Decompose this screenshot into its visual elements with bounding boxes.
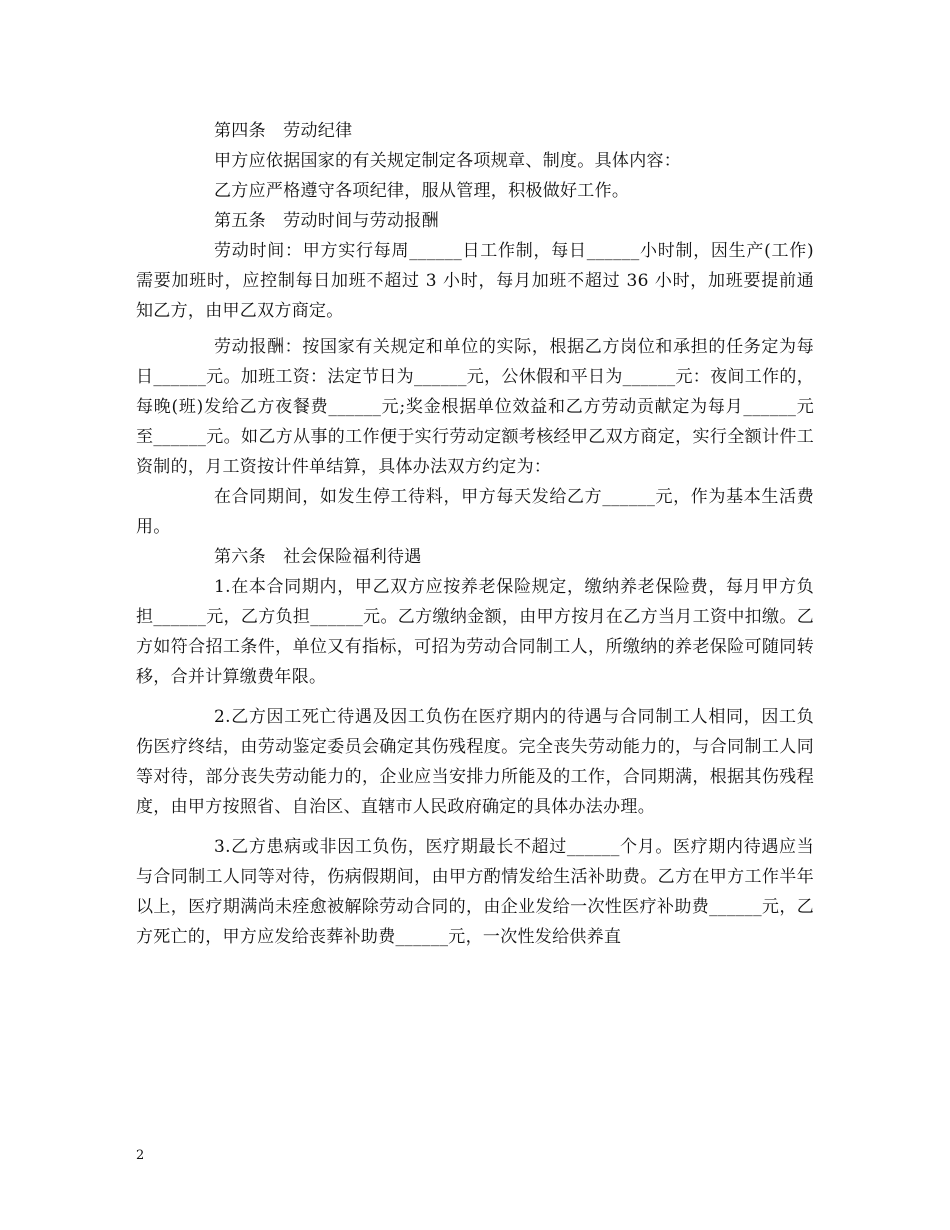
article-4-paragraph-2: 乙方应严格遵守各项纪律，服从管理，积极做好工作。 [214, 181, 630, 201]
article-6-paragraph-2: 2.乙方因工死亡待遇及因工负伤在医疗期内的待遇与合同制工人相同，因工负伤医疗终结，由劳动鉴定委员会确定其伤残程度。完全丧失劳动能力的，与合同制工人同等对待，部分丧失劳动能力的，企业应当安排力所能及的工作，合同期满，根据其伤残程度，由甲方按照省、自治区、直辖市人民政府确定的具体办法办理。 [136, 707, 814, 817]
article-5-paragraph-2: 劳动报酬：按国家有关规定和单位的实际，根据乙方岗位和承担的任务定为每日______元。加班工资：法定节日为______元，公休假和平日为______元：夜间工作的，每晚(班)发给乙方夜餐费______元;奖金根据单位效益和乙方劳动贡献定为每月______元至______元。如乙方从事的工作便于实行劳动定额考核经甲乙双方商定，实行全额计件工资制的，月工资按计件单结算，具体办法双方约定为： [136, 337, 814, 477]
article-5-heading: 第五条 劳动时间与劳动报酬 [214, 211, 439, 231]
article-6-paragraph-3: 3.乙方患病或非因工负伤，医疗期最长不超过______个月。医疗期内待遇应当与合同制工人同等对待，伤病假期间，由甲方酌情发给生活补助费。乙方在甲方工作半年以上，医疗期满尚未痊愈被解除劳动合同的，由企业发给一次性医疗补助费______元，乙方死亡的，甲方应发给丧葬补助费______元，一次性发给供养直 [136, 837, 814, 947]
article-6-heading: 第六条 社会保险福利待遇 [214, 547, 422, 567]
article-4-heading: 第四条 劳动纪律 [214, 121, 353, 141]
page-number: 2 [136, 1148, 145, 1163]
article-4-paragraph-1: 甲方应依据国家的有关规定制定各项规章、制度。具体内容： [214, 151, 682, 171]
paragraph-spacer [136, 822, 814, 832]
article-6-paragraph-1: 1.在本合同期内，甲乙双方应按养老保险规定，缴纳养老保险费，每月甲方负担______元，乙方负担______元。乙方缴纳金额，由甲方按月在乙方当月工资中扣缴。乙方如符合招工条件，单位又有指标，可招为劳动合同制工人，所缴纳的养老保险可随同转移，合并计算缴费年限。 [136, 577, 814, 687]
article-5-paragraph-1: 劳动时间：甲方实行每周______日工作制，每日______小时制，因生产(工作)需要加班时，应控制每日加班不超过 3 小时，每月加班不超过 36 小时，加班要提前通知乙方，由甲乙双方商定。 [136, 241, 814, 321]
paragraph-spacer [136, 692, 814, 702]
document-body [136, 116, 814, 952]
article-5-paragraph-3: 在合同期间，如发生停工待料，甲方每天发给乙方______元，作为基本生活费用。 [136, 487, 814, 537]
